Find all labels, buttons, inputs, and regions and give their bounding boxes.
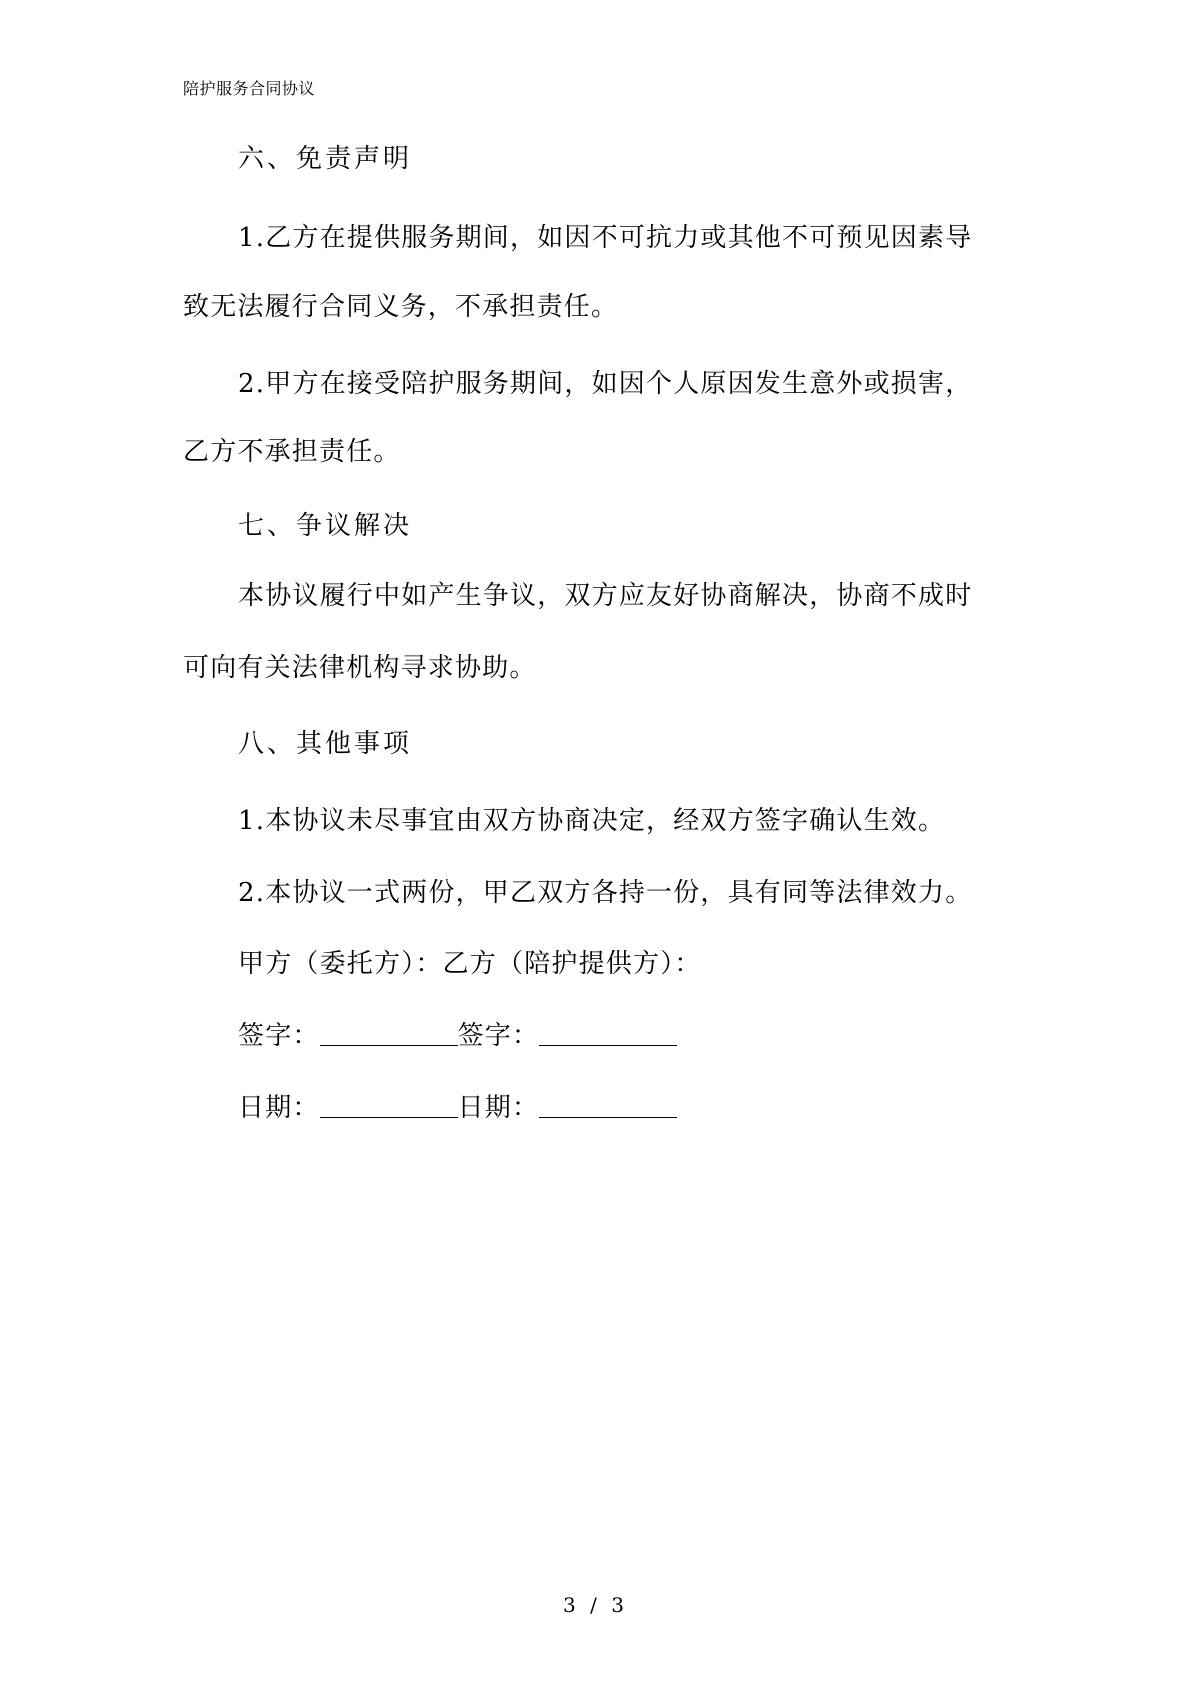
section-8-heading: 八、其他事项 (238, 729, 413, 759)
date-label-party-b: 日期： (457, 1093, 540, 1123)
section-8-item-2: 2.本协议一式两份，甲乙双方各持一份，具有同等法律效力。 (238, 878, 973, 908)
section-7-paragraph-line-1: 本协议履行中如产生争议，双方应友好协商解决，协商不成时 (238, 581, 973, 611)
section-7-heading: 七、争议解决 (238, 511, 413, 541)
section-6-heading: 六、免责声明 (238, 144, 413, 174)
section-6-item-2-line-2: 乙方不承担责任。 (183, 437, 401, 467)
section-7-paragraph-line-2: 可向有关法律机构寻求协助。 (183, 653, 537, 683)
signature-blank-party-b (539, 1027, 677, 1046)
section-6-item-1-line-2: 致无法履行合同义务，不承担责任。 (183, 292, 619, 322)
date-row (238, 1090, 677, 1126)
page-number: 3 / 3 (563, 1593, 628, 1617)
signature-row (238, 1018, 677, 1054)
page-header: 陪护服务合同协议 (183, 79, 316, 98)
date-blank-party-b (539, 1099, 677, 1118)
section-6-item-1-line-1: 1.乙方在提供服务期间，如因不可抗力或其他不可预见因素导 (238, 223, 973, 253)
date-blank-party-a (320, 1099, 458, 1118)
signature-label-party-a: 签字： (238, 1021, 320, 1051)
section-6-item-2-line-1: 2.甲方在接受陪护服务期间，如因个人原因发生意外或损害， (238, 369, 973, 399)
signature-label-party-b: 签字： (457, 1021, 540, 1051)
signature-blank-party-a (320, 1027, 458, 1046)
date-label-party-a: 日期： (238, 1093, 320, 1123)
signature-parties-label: 甲方（委托方）：乙方（陪护提供方）： (238, 949, 702, 979)
section-8-item-1: 1.本协议未尽事宜由双方协商决定，经双方签字确认生效。 (238, 806, 946, 836)
